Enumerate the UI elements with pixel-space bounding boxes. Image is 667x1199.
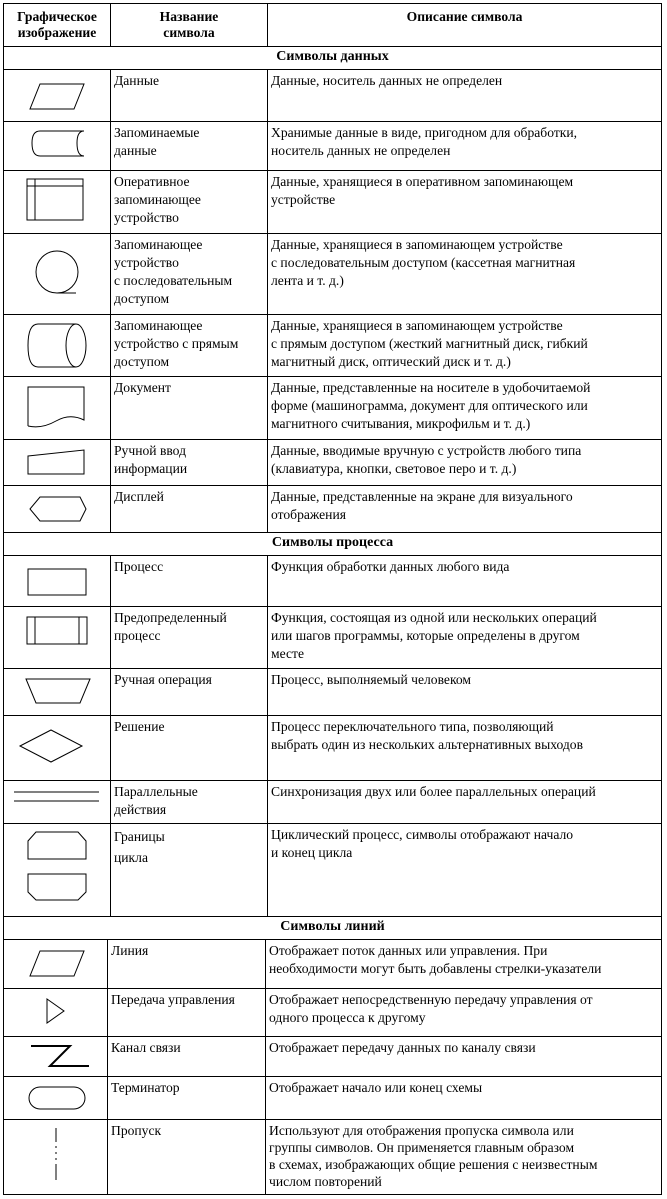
document-icon [4,377,111,440]
header-name: Название символа [111,4,268,46]
header-description: Описание символа [406,9,523,24]
symbol-description: Данные, хранящиеся в запоминающем устройстве с последовательным доступом (кассетная магнитная лента и т. д.) [271,237,576,288]
table-row [4,1037,661,1077]
symbol-description: Используют для отображения пропуска символа или группы символов. Он применяется главным образом в схемах, изображающих общие решения с неизвестным числом повторений [269,1123,598,1189]
table-row [4,556,661,607]
stored-data-icon [4,122,111,171]
table-row [4,234,661,315]
direct-access-cylinder-icon [4,315,111,377]
table-row [4,716,661,781]
table-row [4,989,661,1037]
symbol-description: Синхронизация двух или более параллельных операций [271,784,596,799]
parallelogram-icon [4,70,111,122]
symbol-description: Отображает передачу данных по каналу связи [269,1040,536,1055]
symbol-name: Пропуск [108,1120,266,1194]
sequential-access-icon [4,234,111,315]
symbol-description: Хранимые данные в виде, пригодном для обработки, носитель данных не определен [271,125,578,158]
table-row [4,315,661,377]
table-row [4,781,661,824]
predefined-process-icon [4,607,111,669]
internal-storage-icon [4,171,111,234]
symbol-description: Функция обработки данных любого вида [271,559,510,574]
symbol-description: Отображает начало или конец схемы [269,1080,483,1095]
symbol-name: Границы цикла [111,824,268,916]
table-row [4,1120,661,1194]
symbol-description: Процесс переключательного типа, позволяющий выбрать один из нескольких альтернативных выходов [271,719,584,752]
manual-input-icon [4,440,111,486]
line-parallelogram-icon [4,940,108,989]
ellipsis-gap-icon [4,1120,108,1194]
symbol-description: Функция, состоящая из одной или нескольких операций или шагов программы, которые определены в другом месте [271,610,597,661]
symbol-name: Процесс [111,556,268,606]
table-row [4,1077,661,1120]
symbol-name: Оперативное запоминающее устройство [111,171,268,233]
symbol-name: Запоминающее устройство с последовательным доступом [111,234,268,314]
table-row [4,440,661,486]
loop-limit-icon [4,824,111,917]
symbol-name: Канал связи [108,1037,266,1076]
control-transfer-triangle-icon [4,989,108,1037]
symbol-description: Отображает непосредственную передачу управления от одного процесса к другому [269,992,593,1025]
symbol-name: Дисплей [111,486,268,532]
section-data-symbols: Символы данных [4,47,661,70]
symbol-description: Процесс, выполняемый человеком [271,672,471,687]
table-row [4,940,661,989]
symbol-name: Линия [108,940,266,988]
table-header [4,4,661,47]
symbol-name: Параллельные действия [111,781,268,823]
symbol-name: Запоминающее устройство с прямым доступом [111,315,268,376]
communication-link-icon [4,1037,108,1077]
table-row [4,70,661,122]
symbols-table [3,3,662,1195]
symbol-description: Отображает поток данных или управления. При необходимости могут быть добавлены стрелки-указатели [269,943,602,976]
header-graphic: Графическое изображение [4,4,111,46]
table-row [4,122,661,171]
terminator-icon [4,1077,108,1120]
symbol-name: Документ [111,377,268,439]
symbol-description: Данные, носитель данных не определен [271,73,503,88]
symbol-name: Передача управления [108,989,266,1036]
symbol-description: Данные, хранящиеся в запоминающем устройстве с прямым доступом (жесткий магнитный диск, гибкий магнитный диск, оптический диск и т. д.) [271,318,588,369]
table-row [4,669,661,716]
display-icon [4,486,111,533]
symbol-name: Предопределенный процесс [111,607,268,668]
manual-operation-trapezoid-icon [4,669,111,716]
table-row [4,171,661,234]
symbol-name: Данные [111,70,268,121]
table-row [4,824,661,917]
parallel-lines-icon [4,781,111,824]
symbol-description: Данные, хранящиеся в оперативном запоминающем устройстве [271,174,574,207]
decision-diamond-icon [4,716,111,781]
symbol-description: Циклический процесс, символы отображают начало и конец цикла [271,827,574,860]
section-line-symbols: Символы линий [4,917,661,940]
symbol-description: Данные, представленные на носителе в удобочитаемой форме (машинограмма, документ для оптического или магнитного считывания, микрофильм и т. д.) [271,380,591,431]
table-row [4,607,661,669]
symbol-name: Решение [111,716,268,780]
symbol-name: Ручной ввод информации [111,440,268,485]
table-row [4,377,661,440]
symbol-name: Запоминаемые данные [111,122,268,170]
symbol-description: Данные, представленные на экране для визуального отображения [271,489,573,522]
symbol-name: Ручная операция [111,669,268,715]
process-rectangle-icon [4,556,111,607]
symbol-description: Данные, вводимые вручную с устройств любого типа (клавиатура, кнопки, световое перо и т. д.) [271,443,582,476]
symbol-name: Терминатор [108,1077,266,1119]
section-process-symbols: Символы процесса [4,533,661,556]
table-row [4,486,661,533]
